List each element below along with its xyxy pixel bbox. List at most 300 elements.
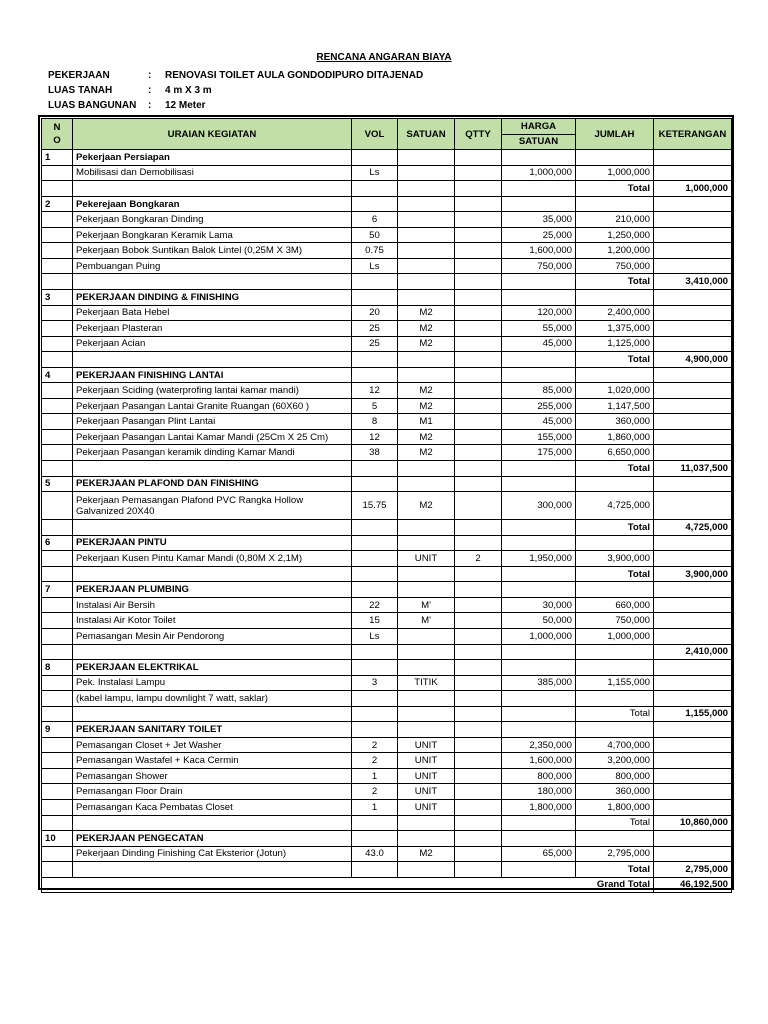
empty-cell (352, 831, 398, 847)
no-cell (42, 846, 73, 862)
item-keterangan (654, 675, 732, 691)
empty-cell (352, 352, 398, 368)
empty-cell (576, 290, 654, 306)
item-description: Pekerjaan Pasangan Lantai Granite Ruangan (60X60 ) (73, 398, 352, 414)
empty-cell (502, 535, 576, 551)
item-row (42, 799, 732, 815)
total-label: Total (576, 566, 654, 582)
item-jumlah: 4,700,000 (576, 737, 654, 753)
item-keterangan (654, 165, 732, 181)
empty-cell (455, 660, 502, 676)
header-row (42, 119, 732, 135)
item-jumlah: 3,900,000 (576, 551, 654, 567)
empty-cell (352, 520, 398, 536)
item-keterangan (654, 628, 732, 644)
item-qtty (455, 768, 502, 784)
empty-cell (42, 862, 73, 878)
item-jumlah: 1,000,000 (576, 628, 654, 644)
no-cell (42, 737, 73, 753)
section-number: 1 (42, 150, 73, 166)
item-satuan: M2 (398, 445, 455, 461)
no-cell (42, 429, 73, 445)
item-keterangan (654, 799, 732, 815)
empty-cell (502, 815, 576, 831)
item-row (42, 492, 732, 520)
header-keterangan: KETERANGAN (654, 119, 732, 150)
section-number: 4 (42, 367, 73, 383)
item-jumlah: 360,000 (576, 414, 654, 430)
total-value: 3,410,000 (654, 274, 732, 290)
no-cell (42, 628, 73, 644)
item-description: Pemasangan Floor Drain (73, 784, 352, 800)
info-row (48, 68, 423, 83)
item-keterangan (654, 445, 732, 461)
total-row (42, 644, 732, 660)
empty-cell (455, 722, 502, 738)
item-description: Instalasi Air Kotor Toilet (73, 613, 352, 629)
empty-cell (42, 706, 73, 722)
empty-cell (654, 831, 732, 847)
item-jumlah: 6,650,000 (576, 445, 654, 461)
empty-cell (73, 274, 352, 290)
info-row (48, 83, 423, 98)
item-row (42, 165, 732, 181)
empty-cell (73, 706, 352, 722)
item-harga-satuan: 1,000,000 (502, 165, 576, 181)
total-value: 1,000,000 (654, 181, 732, 197)
item-vol: 1 (352, 799, 398, 815)
item-vol: 43.0 (352, 846, 398, 862)
item-qtty (455, 691, 502, 707)
item-jumlah: 2,795,000 (576, 846, 654, 862)
item-vol: 8 (352, 414, 398, 430)
section-row (42, 535, 732, 551)
total-label: Total (576, 181, 654, 197)
empty-cell (502, 461, 576, 477)
item-description: Mobilisasi dan Demobilisasi (73, 165, 352, 181)
item-keterangan (654, 383, 732, 399)
item-row (42, 768, 732, 784)
section-number: 10 (42, 831, 73, 847)
empty-cell (502, 274, 576, 290)
empty-cell (42, 274, 73, 290)
no-cell (42, 613, 73, 629)
section-title: PEKERJAAN PLAFOND DAN FINISHING (73, 476, 352, 492)
item-satuan: UNIT (398, 737, 455, 753)
no-cell (42, 492, 73, 520)
empty-cell (42, 181, 73, 197)
item-harga-satuan: 45,000 (502, 336, 576, 352)
no-cell (42, 691, 73, 707)
empty-cell (654, 660, 732, 676)
total-value: 2,795,000 (654, 862, 732, 878)
total-value: 2,410,000 (654, 644, 732, 660)
item-keterangan (654, 846, 732, 862)
item-qtty (455, 305, 502, 321)
item-qtty (455, 321, 502, 337)
empty-cell (502, 352, 576, 368)
item-description: Pekerjaan Bongkaran Keramik Lama (73, 227, 352, 243)
item-harga-satuan: 300,000 (502, 492, 576, 520)
header-uraian: URAIAN KEGIATAN (73, 119, 352, 150)
total-value: 11,037,500 (654, 461, 732, 477)
item-satuan: M2 (398, 429, 455, 445)
no-cell (42, 414, 73, 430)
section-row (42, 660, 732, 676)
section-number: 5 (42, 476, 73, 492)
empty-cell (352, 181, 398, 197)
empty-cell (398, 706, 455, 722)
header-vol: VOL (352, 119, 398, 150)
section-number: 7 (42, 582, 73, 598)
item-qtty (455, 429, 502, 445)
empty-cell (502, 290, 576, 306)
item-harga-satuan: 25,000 (502, 227, 576, 243)
item-qtty (455, 613, 502, 629)
empty-cell (455, 196, 502, 212)
item-row (42, 737, 732, 753)
item-keterangan (654, 429, 732, 445)
item-row (42, 227, 732, 243)
item-keterangan (654, 768, 732, 784)
empty-cell (352, 644, 398, 660)
item-satuan: UNIT (398, 768, 455, 784)
item-row (42, 212, 732, 228)
item-qtty (455, 383, 502, 399)
item-keterangan (654, 613, 732, 629)
empty-cell (398, 660, 455, 676)
item-satuan (398, 165, 455, 181)
item-harga-satuan: 1,800,000 (502, 799, 576, 815)
item-jumlah: 1,375,000 (576, 321, 654, 337)
item-jumlah: 1,155,000 (576, 675, 654, 691)
empty-cell (352, 706, 398, 722)
empty-cell (654, 722, 732, 738)
empty-cell (576, 150, 654, 166)
total-value: 4,900,000 (654, 352, 732, 368)
header-qtty: QTTY (455, 119, 502, 150)
item-harga-satuan: 385,000 (502, 675, 576, 691)
empty-cell (352, 274, 398, 290)
item-description: Pekerjaan Bongkaran Dinding (73, 212, 352, 228)
total-row (42, 815, 732, 831)
empty-cell (502, 367, 576, 383)
empty-cell (352, 367, 398, 383)
empty-cell (455, 476, 502, 492)
total-row (42, 352, 732, 368)
item-keterangan (654, 551, 732, 567)
empty-cell (455, 274, 502, 290)
empty-cell (502, 831, 576, 847)
header-no-bottom: O (53, 135, 61, 147)
total-label: Total (576, 461, 654, 477)
item-vol: 12 (352, 383, 398, 399)
item-keterangan (654, 753, 732, 769)
header-jumlah: JUMLAH (576, 119, 654, 150)
empty-cell (42, 352, 73, 368)
item-vol (352, 551, 398, 567)
info-row (48, 98, 423, 113)
item-qtty (455, 398, 502, 414)
section-row (42, 290, 732, 306)
item-satuan: M2 (398, 492, 455, 520)
item-satuan (398, 691, 455, 707)
item-vol: 2 (352, 784, 398, 800)
item-harga-satuan: 50,000 (502, 613, 576, 629)
item-harga-satuan: 1,600,000 (502, 753, 576, 769)
item-harga-satuan: 1,950,000 (502, 551, 576, 567)
item-row (42, 336, 732, 352)
empty-cell (654, 476, 732, 492)
item-description: Pemasangan Closet + Jet Washer (73, 737, 352, 753)
section-title: PEKERJAAN PLUMBING (73, 582, 352, 598)
item-jumlah: 3,200,000 (576, 753, 654, 769)
no-cell (42, 383, 73, 399)
item-keterangan (654, 398, 732, 414)
item-jumlah: 1,020,000 (576, 383, 654, 399)
item-keterangan (654, 212, 732, 228)
info-colon: : (148, 85, 152, 96)
empty-cell (455, 831, 502, 847)
empty-cell (502, 181, 576, 197)
total-label: Total (576, 274, 654, 290)
item-satuan: M2 (398, 305, 455, 321)
total-row (42, 706, 732, 722)
item-jumlah: 1,860,000 (576, 429, 654, 445)
budget-table-body (42, 150, 732, 893)
item-jumlah: 360,000 (576, 784, 654, 800)
info-label: LUAS TANAH (48, 85, 113, 96)
item-satuan (398, 227, 455, 243)
empty-cell (73, 566, 352, 582)
empty-cell (576, 660, 654, 676)
total-row (42, 181, 732, 197)
item-satuan: M2 (398, 846, 455, 862)
total-label (576, 644, 654, 660)
item-jumlah: 4,725,000 (576, 492, 654, 520)
total-label: Total (576, 352, 654, 368)
empty-cell (352, 862, 398, 878)
info-value: RENOVASI TOILET AULA GONDODIPURO DITAJENAD (165, 70, 424, 81)
item-keterangan (654, 321, 732, 337)
empty-cell (455, 815, 502, 831)
item-row (42, 243, 732, 259)
empty-cell (455, 520, 502, 536)
item-keterangan (654, 227, 732, 243)
empty-cell (502, 722, 576, 738)
item-row (42, 321, 732, 337)
item-satuan (398, 212, 455, 228)
item-harga-satuan (502, 691, 576, 707)
item-harga-satuan: 2,350,000 (502, 737, 576, 753)
item-satuan: UNIT (398, 753, 455, 769)
item-vol (352, 691, 398, 707)
item-vol: 22 (352, 597, 398, 613)
empty-cell (73, 644, 352, 660)
item-satuan (398, 243, 455, 259)
info-colon: : (148, 70, 152, 81)
item-satuan: M2 (398, 321, 455, 337)
section-title: PEKERJAAN ELEKTRIKAL (73, 660, 352, 676)
empty-cell (42, 520, 73, 536)
item-qtty (455, 492, 502, 520)
item-description: Pek. Instalasi Lampu (73, 675, 352, 691)
item-harga-satuan: 1,000,000 (502, 628, 576, 644)
header-harga-bottom: SATUAN (502, 134, 576, 150)
item-qtty (455, 628, 502, 644)
total-label: Total (576, 815, 654, 831)
no-cell (42, 753, 73, 769)
item-description: Pekerjaan Pasangan Plint Lantai (73, 414, 352, 430)
item-description: Pemasangan Kaca Pembatas Closet (73, 799, 352, 815)
section-number: 6 (42, 535, 73, 551)
item-vol: Ls (352, 165, 398, 181)
item-satuan: TITIK (398, 675, 455, 691)
item-harga-satuan: 55,000 (502, 321, 576, 337)
empty-cell (654, 196, 732, 212)
empty-cell (576, 535, 654, 551)
empty-cell (73, 815, 352, 831)
item-jumlah: 750,000 (576, 613, 654, 629)
no-cell (42, 305, 73, 321)
item-vol: 50 (352, 227, 398, 243)
item-jumlah: 1,125,000 (576, 336, 654, 352)
item-description: Pemasangan Shower (73, 768, 352, 784)
item-qtty (455, 414, 502, 430)
item-qtty (455, 799, 502, 815)
item-vol: 2 (352, 737, 398, 753)
empty-cell (398, 520, 455, 536)
item-qtty (455, 675, 502, 691)
item-qtty (455, 753, 502, 769)
no-cell (42, 768, 73, 784)
item-satuan: M' (398, 597, 455, 613)
item-row (42, 414, 732, 430)
empty-cell (73, 181, 352, 197)
item-harga-satuan: 30,000 (502, 597, 576, 613)
section-row (42, 722, 732, 738)
no-cell (42, 258, 73, 274)
empty-cell (398, 290, 455, 306)
item-qtty (455, 227, 502, 243)
item-qtty (455, 336, 502, 352)
empty-cell (502, 566, 576, 582)
empty-cell (398, 150, 455, 166)
item-row (42, 613, 732, 629)
info-label: LUAS BANGUNAN (48, 100, 137, 111)
item-jumlah: 660,000 (576, 597, 654, 613)
total-value: 3,900,000 (654, 566, 732, 582)
item-vol: 25 (352, 321, 398, 337)
item-jumlah (576, 691, 654, 707)
total-value: 4,725,000 (654, 520, 732, 536)
item-description: Pekerjaan Bata Hebel (73, 305, 352, 321)
empty-cell (398, 831, 455, 847)
section-row (42, 582, 732, 598)
item-vol: 1 (352, 768, 398, 784)
item-qtty (455, 243, 502, 259)
no-cell (42, 243, 73, 259)
section-title: PEKERJAAN DINDING & FINISHING (73, 290, 352, 306)
item-satuan (398, 628, 455, 644)
item-vol: 15.75 (352, 492, 398, 520)
empty-cell (455, 461, 502, 477)
empty-cell (352, 461, 398, 477)
empty-cell (654, 150, 732, 166)
empty-cell (352, 196, 398, 212)
item-description: Instalasi Air Bersih (73, 597, 352, 613)
empty-cell (455, 862, 502, 878)
grand-total-row (42, 877, 732, 893)
empty-cell (654, 290, 732, 306)
item-qtty (455, 846, 502, 862)
empty-cell (455, 535, 502, 551)
item-row (42, 398, 732, 414)
item-jumlah: 210,000 (576, 212, 654, 228)
empty-cell (502, 644, 576, 660)
empty-cell (398, 196, 455, 212)
item-description: Pembuangan Puing (73, 258, 352, 274)
item-vol: 20 (352, 305, 398, 321)
item-jumlah: 2,400,000 (576, 305, 654, 321)
item-qtty (455, 737, 502, 753)
empty-cell (502, 582, 576, 598)
empty-cell (502, 660, 576, 676)
empty-cell (352, 722, 398, 738)
item-row (42, 846, 732, 862)
section-row (42, 150, 732, 166)
item-harga-satuan: 750,000 (502, 258, 576, 274)
item-vol: 6 (352, 212, 398, 228)
empty-cell (42, 461, 73, 477)
item-description: Pekerjaan Acian (73, 336, 352, 352)
empty-cell (73, 862, 352, 878)
total-row (42, 461, 732, 477)
section-title: Pekerjaan Persiapan (73, 150, 352, 166)
empty-cell (455, 150, 502, 166)
item-description: (kabel lampu, lampu downlight 7 watt, saklar) (73, 691, 352, 707)
item-description: Pekerjaan Bobok Suntikan Balok Lintel (0,25M X 3M) (73, 243, 352, 259)
item-description: Pemasangan Mesin Air Pendorong (73, 628, 352, 644)
item-keterangan (654, 243, 732, 259)
item-description: Pekerjaan Dinding Finishing Cat Eksterior (Jotun) (73, 846, 352, 862)
empty-cell (398, 181, 455, 197)
item-jumlah: 750,000 (576, 258, 654, 274)
no-cell (42, 398, 73, 414)
item-qtty (455, 445, 502, 461)
empty-cell (398, 352, 455, 368)
item-jumlah: 1,147,500 (576, 398, 654, 414)
empty-cell (654, 367, 732, 383)
item-vol: 3 (352, 675, 398, 691)
empty-cell (73, 352, 352, 368)
item-harga-satuan: 180,000 (502, 784, 576, 800)
empty-cell (398, 566, 455, 582)
item-keterangan (654, 737, 732, 753)
empty-cell (398, 535, 455, 551)
empty-cell (73, 461, 352, 477)
header-harga-top: HARGA (502, 119, 576, 135)
item-description: Pekerjaan Kusen Pintu Kamar Mandi (0,80M X 2,1M) (73, 551, 352, 567)
total-value: 10,860,000 (654, 815, 732, 831)
item-harga-satuan: 65,000 (502, 846, 576, 862)
item-harga-satuan: 45,000 (502, 414, 576, 430)
no-cell (42, 165, 73, 181)
empty-cell (352, 566, 398, 582)
section-number: 9 (42, 722, 73, 738)
item-qtty: 2 (455, 551, 502, 567)
item-keterangan (654, 414, 732, 430)
